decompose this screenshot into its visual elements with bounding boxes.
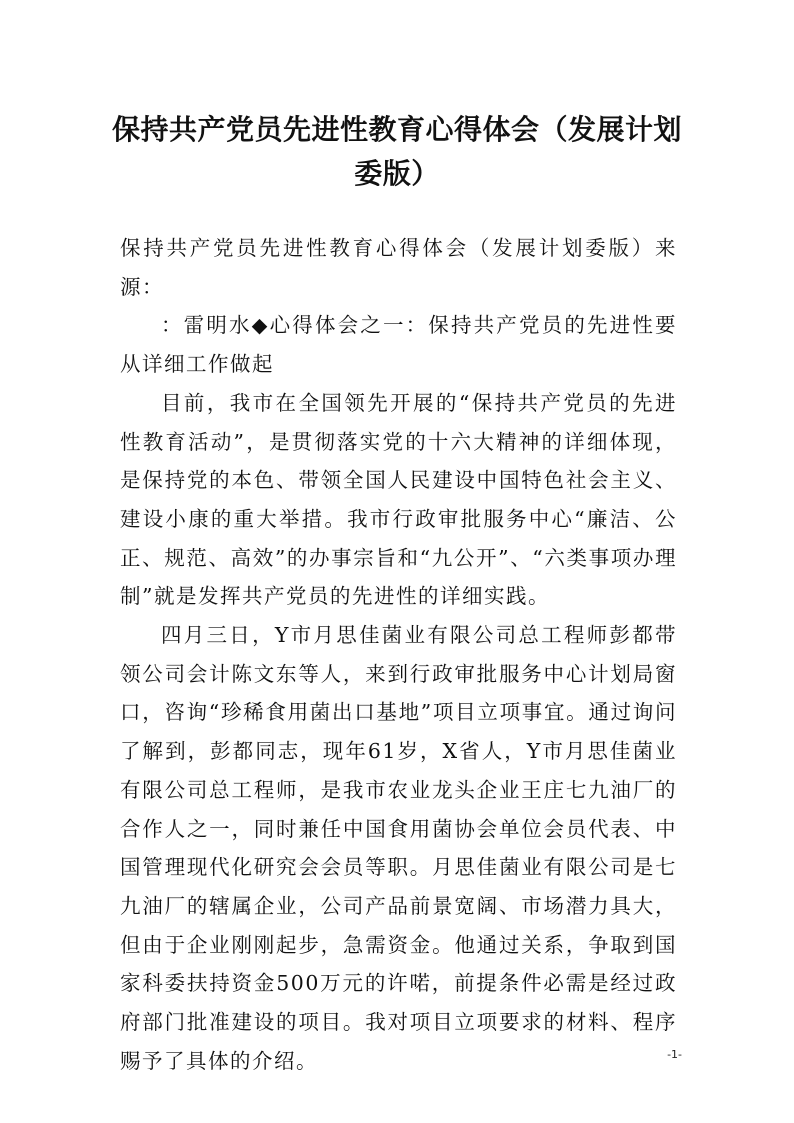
page-number: -1- <box>667 1048 682 1061</box>
document-body <box>120 229 677 1080</box>
paragraph-introduction: 目前，我市在全国领先开展的“保持共产党员的先进性教育活动”，是贯彻落实党的十六大精神的详细体现，是保持党的本色、带领全国人民建设中国特色社会主义、建设小康的重大举措。我市行政审批服务中心“廉洁、公正、规范、高效”的办事宗旨和“九公开”、“六类事项办理制”就是发挥共产党员的先进性的详细实践。 <box>120 390 677 609</box>
paragraph-case-description: 四月三日，Y市月思佳菌业有限公司总工程师彭都带领公司会计陈文东等人，来到行政审批服务中心计划局窗口，咨询“珍稀食用菌出口基地”项目立项事宜。通过询问了解到，彭都同志，现年61岁，X省人，Y市月思佳菌业有限公司总工程师，是我市农业龙头企业王庄七九油厂的合作人之一，同时兼任中国食用菌协会单位会员代表、中国管理现代化研究会会员等职。月思佳菌业有限公司是七九油厂的辖属企业，公司产品前景宽阔、市场潜力具大，但由于企业刚刚起步，急需资金。他通过关系，争取到国家科委扶持资金500万元的许喏，前提条件必需是经过政府部门批准建设的项目。我对项目立项要求的材料、程序赐予了具体的介绍。 <box>120 623 677 1073</box>
paragraph-subheading: ：雷明水◆心得体会之一：保持共产党员的先进性要从详细工作做起 <box>120 313 677 377</box>
document-title: 保持共产党员先进性教育心得体会（发展计划委版） <box>111 113 682 190</box>
paragraph-source-line: 保持共产党员先进性教育心得体会（发展计划委版）来源： <box>120 236 677 299</box>
